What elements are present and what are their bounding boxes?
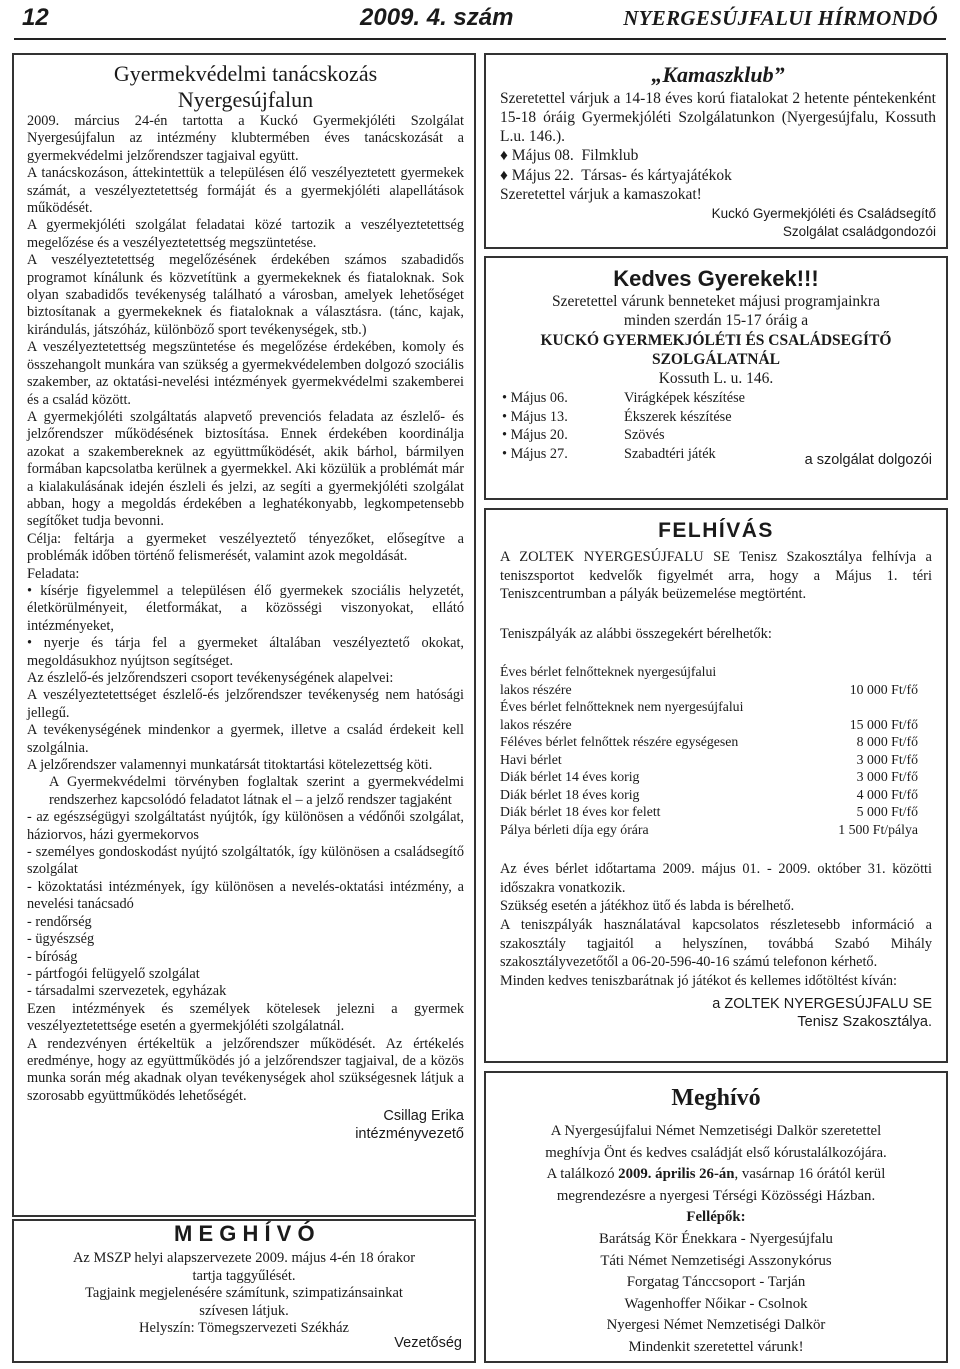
kids-line: minden szerdán 15-17 óráig a [623, 312, 809, 330]
article-title-line1: Gyermekvédelmi tanácskozás [113, 61, 378, 86]
price-label: lakos részére [500, 716, 572, 732]
page-number: 12 [22, 4, 49, 31]
table-row [500, 786, 932, 804]
article-paragraph: A gyermekjóléti szolgálat feladatai közé tartozik a veszélyeztetettség megelőzése és a veszélyeztetettség megszüntetése. [27, 217, 464, 251]
choir-closing: Mindenkit szeretettel várunk! [628, 1338, 804, 1355]
kids-line: Szeretettel várunk benneteket májusi programjainkra [552, 293, 880, 310]
table-row [500, 803, 932, 821]
article-signature-name: Csillag Erika [383, 1108, 464, 1125]
kamaszklub-closing: Szeretettel várjuk a kamaszokat! [500, 186, 702, 203]
kamaszklub-notice [484, 53, 948, 249]
price-value: 5 000 Ft/fő [856, 804, 918, 820]
article-list-item: - társadalmi szervezetek, egyházak [27, 983, 227, 1000]
list-item [502, 408, 932, 426]
choir-date: 2009. április 26-án [618, 1166, 735, 1183]
article-paragraph: A Gyermekvédelmi törvényben foglaltak szerint a gyermekvédelmi rendszerhez kapcsolódó feladatot látnak el – a jelző rendszer tagjaként [49, 774, 464, 808]
table-row [500, 663, 932, 681]
price-value: 3 000 Ft/fő [856, 769, 918, 785]
price-value: 15 000 Ft/fő [849, 716, 918, 732]
header-rule [14, 38, 946, 40]
price-label: Diák bérlet 14 éves korig [500, 769, 640, 785]
kamaszklub-signature: Szolgálat családgondozói [782, 223, 936, 239]
list-item [502, 426, 932, 444]
price-label: Éves bérlet felnőtteknek nyergesújfalui [500, 664, 717, 680]
tennis-notice [484, 508, 948, 1063]
article-paragraph: A veszélyeztetettség megelőzésének érdekében számos szabadidős programot kínálunk és közvetítünk a gyermekeknek és fiataloknak. Sok olyan szabadidős tevékenység található a városban, amelyek lehetőséget biztosítanak a gyermekeknek és fiataloknak a választásra. (tánc, kajak, kirándulás, játszóház, különböző sport tevékenységek, stb.) [27, 252, 464, 338]
price-label: Havi bérlet [500, 751, 562, 767]
page-header [0, 0, 960, 38]
article-child-protection [12, 53, 476, 1217]
article-paragraph: A rendezvényen értékeltük a jelzőrendszer működését. Az értékelés eredménye, hogy az együttműködés jó a jelzőrendszer tagjaival, de a közös munka során még akadnak olyan tevékenységek ahol szükségesnek látjuk a szorosabb együttműködés lehetőségét. [27, 1035, 464, 1104]
masthead: NYERGESÚJFALUI HÍRMONDÓ [623, 6, 938, 30]
schedule-activity: Virágképek készítése [624, 390, 746, 407]
choir-invitation [484, 1071, 948, 1363]
article-bullet: • nyerje és tárja fel a gyermeket általában veszélyeztető okokat, megoldásukhoz nyújtson segítséget. [27, 635, 464, 669]
article-paragraph: A jelzőrendszer valamennyi munkatársát titoktartási kötelezettség köti. [27, 757, 433, 774]
kamaszklub-text: Szeretettel várjuk a 14-18 éves korú fiatalokat 2 hetente péntekenként 15-18 óráig Gyermekjóléti Szolgálatunkon (Nyergesújfalu, Kossuth L.u. 146.). [500, 90, 936, 145]
choir-line: megrendezésre a nyergesi Térségi Közösségi Házban. [556, 1187, 876, 1204]
article-list-item: - az egészségügyi szolgáltatást nyújtók, így különösen a védőnői szolgálat, háziorvos, házi gyermekorvos [27, 809, 464, 843]
performers-label: Fellépők: [686, 1209, 746, 1226]
article-paragraph: Feladata: [27, 565, 80, 582]
table-row [500, 751, 932, 769]
mszp-line: szívesen látjuk. [199, 1302, 289, 1319]
choir-text: A találkozó [546, 1166, 619, 1183]
article-list-item: - közoktatási intézmények, így különösen a nevelés-oktatási intézmény, a nevelési tanácsadó [27, 878, 464, 913]
price-value: 3 000 Ft/fő [856, 751, 918, 767]
article-paragraph: 2009. március 24-én tartotta a Kuckó Gyermekjóléti Szolgálat Nyergesújfalun az intézmény klubtermében éves tanácskozását a gyermekvédelmi jelzőrendszer tagjaival együtt. [27, 113, 464, 164]
article-paragraph: A gyermekjóléti szolgáltatás alapvető prevenciós feladata az észlelő- és jelzőrendszer működésének biztosítása. Ennek érdekében koordinálja azokat a szakembereknek az együttműködését, akik bárhol, bármilyen formában kapcsolatba kerülnek a gyermekkel. Aki közülük a problémát már a kialakulásának idején észleli és jelzi, az segíti a gyermekjóléti szolgálat abban, hogy a megoldás érdekében a leghatékonyabb, legkompetensebb segítőket tudja bevonni. [27, 408, 464, 530]
price-label: Éves bérlet felnőtteknek nem nyergesújfalui [500, 699, 744, 715]
schedule-activity: Szövés [624, 427, 665, 444]
table-row [500, 698, 932, 716]
tennis-intro: A ZOLTEK NYERGESÚJFALU SE Tenisz Szakosztálya felhívja a teniszsportot kedvelők figyelmét arra, hogy a Május 1. téri Teniszcentrumban a pályák beüzemelése megtörtént. [500, 549, 932, 603]
price-value: 8 000 Ft/fő [856, 734, 918, 750]
mszp-line: tartja taggyűlését. [192, 1267, 296, 1284]
tennis-paragraph: Az éves bérlet időtartama 2009. május 01. - 2009. október 31. közötti időszakra vonatkozik. [500, 861, 932, 896]
mszp-line: Az MSZP helyi alapszervezete 2009. május 4-én 18 órakor [72, 1250, 416, 1266]
mszp-line: Tagjaink megjelenésére számítunk, szimpatizánsainkat [85, 1285, 403, 1302]
kids-address: Kossuth L. u. 146. [658, 370, 774, 388]
article-paragraph: Célja: feltárja a gyermeket veszélyeztető tényezőket, elősegítve a problémák időben történő felismerését, valamint azok megoldását. [27, 530, 464, 565]
article-list-item: - pártfogói felügyelő szolgálat [27, 965, 200, 982]
mszp-venue: Helyszín: Tömegszervezeti Székház [139, 1320, 349, 1337]
price-value: 10 000 Ft/fő [849, 681, 918, 697]
article-paragraph: Ezen intézmények és személyek kötelesek jelezni a gyermek veszélyeztetettsége esetén a gyermekjóléti szolgálatnál. [27, 1000, 464, 1035]
table-row [500, 821, 932, 839]
performer-item: Wagenhoffer Nőikar - Csolnok [624, 1295, 808, 1312]
choir-line: A Nyergesújfalui Német Nemzetiségi Dalkör szeretettel [550, 1123, 882, 1139]
article-list-item: - rendőrség [27, 913, 92, 930]
article-list-item: - bíróság [27, 948, 78, 965]
tennis-paragraph: A teniszpályák használatával kapcsolatos részletesebb információ a szakosztály tagjaitól a helyszínen, továbbá Szabó Mihály szakosztályvezetőtől a 06-20-596-40-16 számú telefonon kérhető. [500, 916, 932, 971]
article-signature-role: intézményvezető [355, 1126, 464, 1143]
tennis-prices-intro: Teniszpályák az alábbi összegekért bérelhetők: [500, 625, 772, 642]
article-paragraph: A veszélyeztetettség megszüntetése és megelőzése érdekében, komoly és összehangolt munkára van szükség a gyermekvédelemben dolgozó szociális szakember, az oktatási-nevelési intézmények gyermekvédelmi szakemberei és a család között. [27, 339, 464, 408]
kids-signature: a szolgálat dolgozói [804, 452, 932, 469]
mszp-invitation [12, 1219, 476, 1363]
kamaszklub-item: ♦ Május 08. Filmklub [500, 147, 639, 164]
performer-item: Barátság Kör Énekkara - Nyergesújfalu [599, 1230, 833, 1247]
price-label: Diák bérlet 18 éves korig [500, 786, 640, 802]
article-list-item: - személyes gondoskodást nyújtó szolgáltatók, így különösen a családsegítő szolgálat [27, 844, 464, 878]
choir-text: , vasárnap 16 órától kerül [734, 1166, 886, 1183]
mszp-signature: Vezetőség [394, 1335, 462, 1351]
schedule-date: • Május 13. [502, 408, 568, 425]
price-label: lakos részére [500, 681, 572, 697]
article-list-item: - ügyészség [27, 931, 95, 948]
schedule-date: • Május 20. [502, 427, 568, 444]
price-value [918, 698, 932, 716]
table-row [500, 733, 932, 751]
price-value: 4 000 Ft/fő [856, 786, 918, 802]
kids-program-notice [484, 256, 948, 500]
kids-org-name: SZOLGÁLATNÁL [651, 350, 781, 368]
article-bullet: • kísérje figyelemmel a településen élő gyermekek szociális helyzetét, életkörülményeit, életformákat, a közösségi viszonyokat, ellátó intézményeket, [27, 582, 464, 634]
price-label: Féléves bérlet felnőttek részére egységesen [500, 734, 739, 750]
performer-item: Nyergesi Német Nemzetiségi Dalkör [606, 1317, 826, 1334]
article-paragraph: A tanácskozáson, áttekintettük a településen élő veszélyeztetett gyermekek számát, a veszélyeztetettség formáját és a gyermekjóléti alapellátások működését. [27, 165, 464, 217]
tennis-title: FELHÍVÁS [658, 519, 774, 542]
article-paragraph: Az észlelő-és jelzőrendszeri csoport tevékenységének alapelvei: [27, 670, 394, 686]
tennis-signature: a ZOLTEK NYERGESÚJFALU SE [712, 996, 932, 1013]
mszp-title: M E G H Í V Ó [174, 1221, 315, 1246]
table-row [500, 716, 932, 734]
tennis-signature: Tenisz Szakosztálya. [797, 1014, 932, 1031]
price-value: 1 500 Ft/pálya [838, 821, 918, 837]
performer-item: Forgatag Tánccsoport - Tarján [626, 1274, 806, 1291]
price-label: Diák bérlet 18 éves kor felett [500, 804, 661, 820]
issue-label: 2009. 4. szám [360, 4, 514, 31]
schedule-activity: Szabadtéri játék [624, 445, 716, 462]
performer-item: Táti Német Nemzetiségi Asszonykórus [600, 1252, 832, 1269]
choir-title: Meghívó [671, 1085, 761, 1111]
article-paragraph: A veszélyeztetettséget észlelő-és jelzőrendszer tevékenység nem hatósági jellegű. [27, 687, 464, 721]
price-label: Pálya bérleti díja egy órára [500, 821, 649, 837]
kamaszklub-item: ♦ Május 22. Társas- és kártyajátékok [500, 166, 732, 184]
kids-org-name: KUCKÓ GYERMEKJÓLÉTI ÉS CSALÁDSEGÍTŐ [540, 331, 892, 349]
kamaszklub-signature: Kuckó Gyermekjóléti és Családsegítő [711, 205, 936, 221]
schedule-activity: Ékszerek készítése [624, 408, 732, 425]
choir-date-line [496, 1164, 936, 1186]
list-item [502, 389, 932, 407]
tennis-paragraph: Minden kedves teniszbarátnak jó játékot és kellemes időtöltést kíván: [500, 972, 898, 989]
table-row [500, 681, 932, 699]
article-paragraph: A tevékenységének mindenkor a gyermek, illetve a család érdekeit kell szolgálnia. [27, 722, 464, 756]
article-title-line2: Nyergesújfalun [177, 87, 314, 112]
choir-line: meghívja Önt és kedves családját első kórustalálkozójára. [545, 1144, 887, 1161]
kamaszklub-title: „Kamaszklub” [651, 62, 785, 87]
price-value [918, 663, 932, 681]
schedule-date: • Május 06. [502, 390, 568, 407]
table-row [500, 768, 932, 786]
kids-title: Kedves Gyerekek!!! [613, 266, 819, 291]
schedule-date: • Május 27. [502, 445, 568, 462]
tennis-paragraph: Szükség esetén a játékhoz ütő és labda is bérelhető. [500, 898, 795, 915]
